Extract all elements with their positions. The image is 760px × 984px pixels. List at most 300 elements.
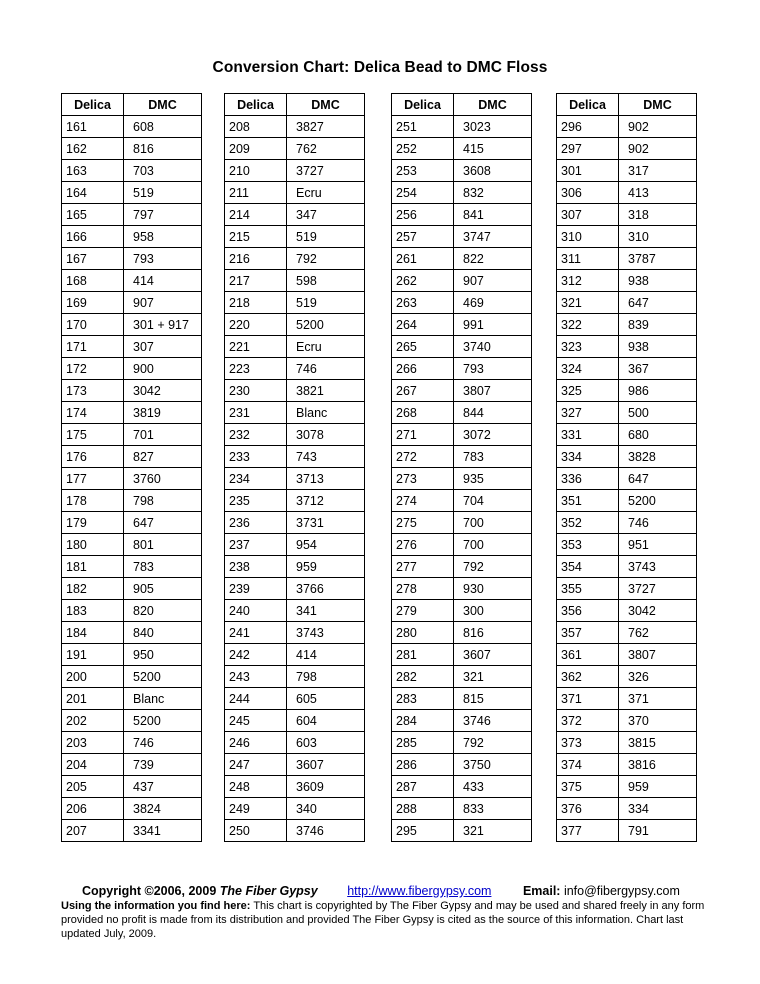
table-row [62, 820, 202, 842]
dmc-cell: 700 [454, 534, 532, 556]
table-row [62, 424, 202, 446]
dmc-cell: 347 [287, 204, 365, 226]
dmc-cell: 840 [124, 622, 202, 644]
table-row [225, 380, 365, 402]
table-row [225, 798, 365, 820]
table-row [62, 490, 202, 512]
delica-cell: 162 [62, 138, 124, 160]
dmc-cell: 647 [124, 512, 202, 534]
dmc-cell: 5200 [619, 490, 697, 512]
delica-cell: 352 [557, 512, 619, 534]
table-row [557, 534, 697, 556]
dmc-cell: 833 [454, 798, 532, 820]
delica-cell: 204 [62, 754, 124, 776]
dmc-cell: 798 [287, 666, 365, 688]
delica-cell: 297 [557, 138, 619, 160]
dmc-cell: 437 [124, 776, 202, 798]
dmc-cell: 986 [619, 380, 697, 402]
dmc-cell: 3824 [124, 798, 202, 820]
dmc-cell: 519 [124, 182, 202, 204]
table-row [392, 424, 532, 446]
delica-cell: 372 [557, 710, 619, 732]
delica-cell: 241 [225, 622, 287, 644]
delica-cell: 251 [392, 116, 454, 138]
delica-header: Delica [225, 94, 287, 116]
dmc-cell: 816 [454, 622, 532, 644]
dmc-header: DMC [124, 94, 202, 116]
delica-cell: 238 [225, 556, 287, 578]
dmc-cell: Ecru [287, 182, 365, 204]
delica-cell: 301 [557, 160, 619, 182]
delica-cell: 230 [225, 380, 287, 402]
dmc-cell: 5200 [287, 314, 365, 336]
dmc-cell: 3828 [619, 446, 697, 468]
dmc-cell: 3727 [287, 160, 365, 182]
table-row [62, 116, 202, 138]
dmc-cell: 959 [619, 776, 697, 798]
delica-cell: 336 [557, 468, 619, 490]
table-row [392, 578, 532, 600]
dmc-cell: 605 [287, 688, 365, 710]
delica-cell: 211 [225, 182, 287, 204]
usage-notice [61, 899, 711, 941]
delica-cell: 282 [392, 666, 454, 688]
table-row [557, 710, 697, 732]
table-row [62, 512, 202, 534]
dmc-cell: 519 [287, 226, 365, 248]
dmc-cell: 414 [287, 644, 365, 666]
dmc-cell: 816 [124, 138, 202, 160]
table-row [225, 226, 365, 248]
delica-cell: 182 [62, 578, 124, 600]
delica-cell: 279 [392, 600, 454, 622]
table-row [62, 358, 202, 380]
delica-cell: 276 [392, 534, 454, 556]
table-row [225, 732, 365, 754]
dmc-cell: 791 [619, 820, 697, 842]
delica-cell: 176 [62, 446, 124, 468]
dmc-cell: 3816 [619, 754, 697, 776]
table-row [62, 534, 202, 556]
delica-cell: 231 [225, 402, 287, 424]
dmc-cell: 647 [619, 468, 697, 490]
dmc-cell: 3743 [619, 556, 697, 578]
table-row [557, 402, 697, 424]
dmc-header: DMC [287, 94, 365, 116]
table-row [557, 798, 697, 820]
delica-cell: 288 [392, 798, 454, 820]
dmc-cell: 3787 [619, 248, 697, 270]
dmc-cell: 3819 [124, 402, 202, 424]
dmc-cell: 746 [619, 512, 697, 534]
table-row [392, 512, 532, 534]
dmc-cell: 746 [124, 732, 202, 754]
table-row [62, 468, 202, 490]
email-address: info@fibergypsy.com [563, 884, 680, 898]
delica-cell: 180 [62, 534, 124, 556]
dmc-cell: 827 [124, 446, 202, 468]
delica-cell: 266 [392, 358, 454, 380]
dmc-cell: 3078 [287, 424, 365, 446]
dmc-cell: 608 [124, 116, 202, 138]
dmc-cell: 310 [619, 226, 697, 248]
email-block [523, 884, 680, 898]
table-row [62, 270, 202, 292]
delica-cell: 206 [62, 798, 124, 820]
delica-cell: 306 [557, 182, 619, 204]
delica-cell: 178 [62, 490, 124, 512]
delica-cell: 245 [225, 710, 287, 732]
delica-cell: 179 [62, 512, 124, 534]
dmc-cell: 5200 [124, 666, 202, 688]
delica-cell: 375 [557, 776, 619, 798]
delica-cell: 351 [557, 490, 619, 512]
delica-cell: 239 [225, 578, 287, 600]
conversion-table-1 [61, 93, 202, 842]
delica-cell: 174 [62, 402, 124, 424]
delica-cell: 374 [557, 754, 619, 776]
table-row [62, 138, 202, 160]
table-row [225, 710, 365, 732]
copyright-text: Copyright ©2006, 2009 [82, 884, 217, 898]
delica-cell: 322 [557, 314, 619, 336]
table-row [557, 600, 697, 622]
delica-cell: 234 [225, 468, 287, 490]
table-row [392, 732, 532, 754]
delica-cell: 331 [557, 424, 619, 446]
dmc-cell: 3743 [287, 622, 365, 644]
table-row [557, 138, 697, 160]
delica-cell: 321 [557, 292, 619, 314]
table-row [392, 666, 532, 688]
dmc-cell: 701 [124, 424, 202, 446]
delica-header: Delica [62, 94, 124, 116]
dmc-cell: 820 [124, 600, 202, 622]
table-row [557, 732, 697, 754]
table-row [225, 182, 365, 204]
delica-cell: 310 [557, 226, 619, 248]
delica-cell: 311 [557, 248, 619, 270]
dmc-cell: 3750 [454, 754, 532, 776]
dmc-cell: 905 [124, 578, 202, 600]
table-row [557, 292, 697, 314]
delica-cell: 169 [62, 292, 124, 314]
delica-cell: 200 [62, 666, 124, 688]
delica-cell: 207 [62, 820, 124, 842]
dmc-cell: 415 [454, 138, 532, 160]
dmc-cell: Blanc [124, 688, 202, 710]
delica-cell: 218 [225, 292, 287, 314]
dmc-cell: 958 [124, 226, 202, 248]
dmc-cell: 334 [619, 798, 697, 820]
delica-cell: 208 [225, 116, 287, 138]
delica-cell: 262 [392, 270, 454, 292]
delica-cell: 284 [392, 710, 454, 732]
dmc-cell: 950 [124, 644, 202, 666]
delica-cell: 280 [392, 622, 454, 644]
table-row [62, 776, 202, 798]
dmc-cell: 801 [124, 534, 202, 556]
table-row [557, 490, 697, 512]
dmc-cell: 815 [454, 688, 532, 710]
delica-cell: 242 [225, 644, 287, 666]
table-row [392, 622, 532, 644]
table-row [225, 138, 365, 160]
delica-header: Delica [557, 94, 619, 116]
table-row [557, 578, 697, 600]
dmc-cell: 300 [454, 600, 532, 622]
table-row [392, 182, 532, 204]
table-row [225, 248, 365, 270]
table-row [62, 578, 202, 600]
table-row [225, 666, 365, 688]
table-row [557, 314, 697, 336]
table-row [557, 688, 697, 710]
dmc-cell: 3023 [454, 116, 532, 138]
dmc-cell: 370 [619, 710, 697, 732]
dmc-cell: 307 [124, 336, 202, 358]
table-row [392, 248, 532, 270]
dmc-cell: 762 [619, 622, 697, 644]
delica-cell: 257 [392, 226, 454, 248]
table-row [62, 732, 202, 754]
delica-cell: 235 [225, 490, 287, 512]
dmc-cell: 604 [287, 710, 365, 732]
table-row [557, 754, 697, 776]
table-row [557, 666, 697, 688]
delica-cell: 171 [62, 336, 124, 358]
delica-cell: 232 [225, 424, 287, 446]
table-row [62, 402, 202, 424]
table-row [392, 534, 532, 556]
delica-cell: 202 [62, 710, 124, 732]
table-row [557, 116, 697, 138]
dmc-cell: 3746 [287, 820, 365, 842]
delica-cell: 233 [225, 446, 287, 468]
table-row [225, 358, 365, 380]
dmc-cell: 954 [287, 534, 365, 556]
dmc-cell: 762 [287, 138, 365, 160]
dmc-cell: 3807 [454, 380, 532, 402]
dmc-cell: 301 + 917 [124, 314, 202, 336]
table-row [557, 556, 697, 578]
delica-cell: 324 [557, 358, 619, 380]
delica-cell: 287 [392, 776, 454, 798]
dmc-cell: 371 [619, 688, 697, 710]
dmc-cell: 935 [454, 468, 532, 490]
delica-cell: 203 [62, 732, 124, 754]
delica-cell: 237 [225, 534, 287, 556]
dmc-cell: 959 [287, 556, 365, 578]
delica-cell: 274 [392, 490, 454, 512]
table-row [392, 798, 532, 820]
dmc-cell: 326 [619, 666, 697, 688]
dmc-cell: 413 [619, 182, 697, 204]
table-row [225, 622, 365, 644]
email-label: Email: [522, 884, 561, 898]
dmc-cell: 519 [287, 292, 365, 314]
table-row [62, 556, 202, 578]
table-row [62, 248, 202, 270]
dmc-cell: 3807 [619, 644, 697, 666]
delica-cell: 353 [557, 534, 619, 556]
dmc-cell: 3815 [619, 732, 697, 754]
table-row [392, 556, 532, 578]
delica-cell: 209 [225, 138, 287, 160]
table-row [392, 490, 532, 512]
dmc-cell: 3607 [287, 754, 365, 776]
delica-cell: 177 [62, 468, 124, 490]
dmc-cell: 907 [454, 270, 532, 292]
table-row [225, 468, 365, 490]
dmc-cell: 792 [454, 556, 532, 578]
table-row [62, 292, 202, 314]
dmc-cell: 991 [454, 314, 532, 336]
table-row [62, 182, 202, 204]
delica-cell: 205 [62, 776, 124, 798]
table-row [392, 270, 532, 292]
delica-cell: 163 [62, 160, 124, 182]
dmc-cell: 792 [454, 732, 532, 754]
dmc-cell: 902 [619, 116, 697, 138]
delica-cell: 249 [225, 798, 287, 820]
dmc-cell: 3713 [287, 468, 365, 490]
delica-cell: 268 [392, 402, 454, 424]
table-row [557, 226, 697, 248]
dmc-cell: 3740 [454, 336, 532, 358]
delica-cell: 191 [62, 644, 124, 666]
dmc-cell: 739 [124, 754, 202, 776]
table-row [392, 204, 532, 226]
table-row [225, 556, 365, 578]
delica-cell: 220 [225, 314, 287, 336]
table-row [392, 358, 532, 380]
table-row [225, 600, 365, 622]
table-row [557, 160, 697, 182]
delica-cell: 376 [557, 798, 619, 820]
table-row [62, 798, 202, 820]
table-row [225, 754, 365, 776]
table-row [225, 578, 365, 600]
table-row [392, 116, 532, 138]
delica-header: Delica [392, 94, 454, 116]
table-row [225, 292, 365, 314]
dmc-cell: 783 [124, 556, 202, 578]
dmc-cell: 907 [124, 292, 202, 314]
delica-cell: 273 [392, 468, 454, 490]
table-row [62, 204, 202, 226]
delica-cell: 214 [225, 204, 287, 226]
table-row [557, 468, 697, 490]
delica-cell: 275 [392, 512, 454, 534]
delica-cell: 217 [225, 270, 287, 292]
table-row [392, 710, 532, 732]
table-row [62, 314, 202, 336]
usage-label: Using the information you find here: [61, 900, 251, 912]
dmc-cell: 793 [454, 358, 532, 380]
delica-cell: 173 [62, 380, 124, 402]
delica-cell: 201 [62, 688, 124, 710]
delica-cell: 267 [392, 380, 454, 402]
delica-cell: 244 [225, 688, 287, 710]
table-row [557, 424, 697, 446]
conversion-table-2 [224, 93, 365, 842]
table-row [225, 446, 365, 468]
delica-cell: 256 [392, 204, 454, 226]
delica-cell: 377 [557, 820, 619, 842]
dmc-cell: 5200 [124, 710, 202, 732]
delica-cell: 285 [392, 732, 454, 754]
table-row [392, 314, 532, 336]
delica-cell: 252 [392, 138, 454, 160]
delica-cell: 166 [62, 226, 124, 248]
delica-cell: 361 [557, 644, 619, 666]
dmc-cell: 3731 [287, 512, 365, 534]
table-row [557, 820, 697, 842]
table-row [225, 336, 365, 358]
dmc-cell: 317 [619, 160, 697, 182]
brand-name: The Fiber Gypsy [219, 884, 318, 898]
table-row [225, 204, 365, 226]
delica-cell: 216 [225, 248, 287, 270]
table-row [392, 138, 532, 160]
table-row [392, 644, 532, 666]
table-row [62, 644, 202, 666]
dmc-cell: 822 [454, 248, 532, 270]
website-link[interactable]: http://www.fibergypsy.com [347, 884, 492, 898]
table-row [557, 336, 697, 358]
dmc-cell: 3747 [454, 226, 532, 248]
delica-cell: 210 [225, 160, 287, 182]
dmc-cell: 318 [619, 204, 697, 226]
dmc-cell: 603 [287, 732, 365, 754]
dmc-cell: 938 [619, 270, 697, 292]
dmc-cell: 367 [619, 358, 697, 380]
delica-cell: 172 [62, 358, 124, 380]
dmc-cell: 433 [454, 776, 532, 798]
dmc-cell: 598 [287, 270, 365, 292]
dmc-cell: 3042 [619, 600, 697, 622]
dmc-cell: 938 [619, 336, 697, 358]
delica-cell: 357 [557, 622, 619, 644]
table-row [62, 446, 202, 468]
delica-cell: 265 [392, 336, 454, 358]
table-row [225, 820, 365, 842]
table-row [225, 512, 365, 534]
table-row [62, 710, 202, 732]
table-row [392, 446, 532, 468]
dmc-cell: 743 [287, 446, 365, 468]
table-row [392, 160, 532, 182]
table-row [225, 776, 365, 798]
dmc-cell: 340 [287, 798, 365, 820]
table-row [225, 490, 365, 512]
dmc-cell: 3766 [287, 578, 365, 600]
delica-cell: 221 [225, 336, 287, 358]
table-row [392, 468, 532, 490]
delica-cell: 295 [392, 820, 454, 842]
table-row [557, 446, 697, 468]
table-row [62, 160, 202, 182]
dmc-cell: 3827 [287, 116, 365, 138]
table-row [392, 820, 532, 842]
table-row [557, 358, 697, 380]
delica-cell: 355 [557, 578, 619, 600]
dmc-cell: 321 [454, 666, 532, 688]
table-row [392, 380, 532, 402]
delica-cell: 240 [225, 600, 287, 622]
table-row [62, 600, 202, 622]
